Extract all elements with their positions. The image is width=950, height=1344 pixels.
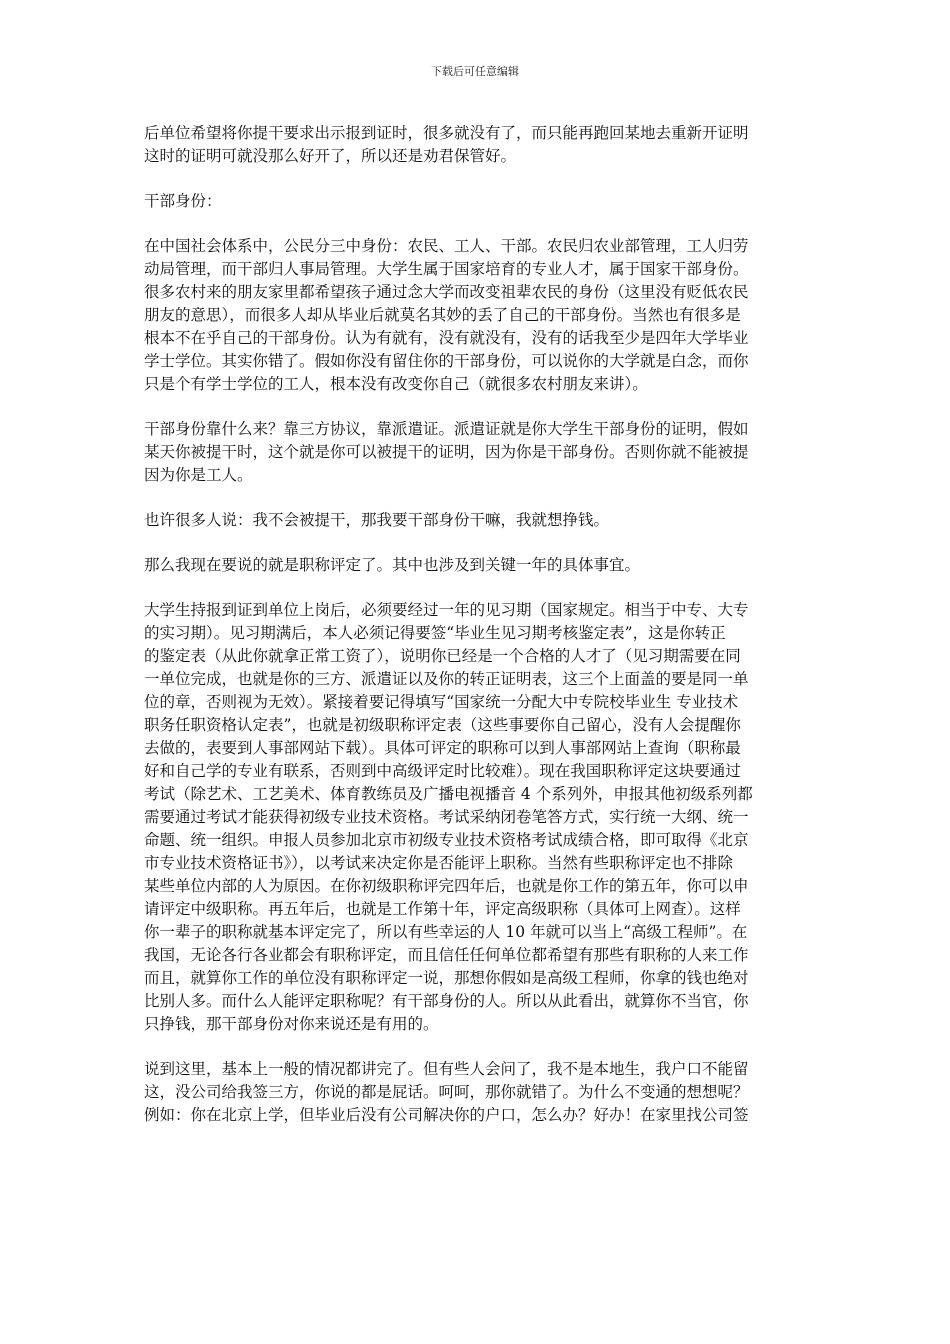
- text-line: 某些单位内部的人为原因。在你初级职称评完四年后，也就是你工作的第五年，你可以申: [144, 877, 749, 895]
- document-body: [144, 122, 810, 1127]
- paragraph: [144, 554, 810, 577]
- text-line: 位的章，否则视为无效）。紧接着要记得填写“国家统一分配大中专院校毕业生 专业技术: [144, 693, 739, 711]
- text-line: 比别人多。而什么人能评定职称呢？有干部身份的人。所以从此看出，就算你不当官，你: [144, 992, 749, 1010]
- text-line: 大学生持报到证到单位上岗后，必须要经过一年的见习期（国家规定。相当于中专、大专: [144, 601, 749, 619]
- text-line: 某天你被提干时，这个就是你可以被提干的证明，因为你是干部身份。否则你就不能被提: [144, 443, 749, 461]
- paragraph-gap: [144, 577, 810, 599]
- text-line: 这，没公司给我签三方，你说的都是屁话。呵呵，那你就错了。为什么不变通的想想呢？: [144, 1083, 749, 1101]
- text-line: 请评定中级职称。再五年后，也就是工作第十年，评定高级职称（具体可上网查）。这样: [144, 900, 741, 918]
- text-line: 只挣钱，那干部身份对你来说还是有用的。: [144, 1015, 439, 1033]
- text-line: 考试（除艺术、工艺美术、体育教练员及广播电视播音 4 个系列外，申报其他初级系列都: [144, 785, 753, 803]
- text-line: 因为你是工人。: [144, 466, 253, 484]
- text-line: 而且，就算你工作的单位没有职称评定一说，那想你假如是高级工程师，你拿的钱也绝对: [144, 969, 749, 987]
- text-line: 说到这里，基本上一般的情况都讲完了。但有些人会问了，我不是本地生，我户口不能留: [144, 1060, 749, 1078]
- text-line: 动局管理，而干部归人事局管理。大学生属于国家培育的专业人才，属于国家干部身份。: [144, 260, 749, 278]
- paragraph: [144, 509, 810, 532]
- text-line: 那么我现在要说的就是职称评定了。其中也涉及到关键一年的具体事宜。: [144, 556, 641, 574]
- paragraph-gap: [144, 168, 810, 190]
- text-line: 根本不在乎自己的干部身份。认为有就有，没有就没有，没有的话我至少是四年大学毕业: [144, 329, 749, 347]
- paragraph: [144, 418, 810, 487]
- text-line: 我国，无论各行各业都会有职称评定，而且信任任何单位都希望有那些有职称的人来工作: [144, 946, 749, 964]
- paragraph: [144, 599, 810, 1036]
- paragraph-gap: [144, 1036, 810, 1058]
- text-line: 干部身份：: [144, 192, 222, 210]
- text-line: 干部身份靠什么来？靠三方协议，靠派遣证。派遣证就是你大学生干部身份的证明，假如: [144, 420, 749, 438]
- paragraph: [144, 1058, 810, 1127]
- text-line: 的实习期）。见习期满后，本人必须记得要签“毕业生见习期考核鉴定表”，这是你转正: [144, 624, 726, 642]
- text-line: 好和自己学的专业有联系，否则到中高级评定时比较难）。现在我国职称评定这块要通过: [144, 762, 741, 780]
- text-line: 你一辈子的职称就基本评定完了，所以有些幸运的人 10 年就可以当上“高级工程师”。在: [144, 923, 748, 941]
- text-line: 学士学位。其实你错了。假如你没有留住你的干部身份，可以说你的大学就是白念，而你: [144, 352, 749, 370]
- paragraph-gap: [144, 213, 810, 235]
- text-line: 这时的证明可就没那么好开了，所以还是劝君保管好。: [144, 147, 517, 165]
- text-line: 也许很多人说：我不会被提干，那我要干部身份干嘛，我就想挣钱。: [144, 511, 610, 529]
- text-line: 去做的，表要到人事部网站下载）。具体可评定的职称可以到人事部网站上查询（职称最: [144, 739, 741, 757]
- text-line: 的鉴定表（从此你就拿正常工资了），说明你已经是一个合格的人才了（见习期需要在同: [144, 647, 741, 665]
- text-line: 一单位完成，也就是你的三方、派遣证以及你的转正证明表，这三个上面盖的要是同一单: [144, 670, 749, 688]
- paragraph-gap: [144, 396, 810, 418]
- paragraph: [144, 122, 810, 168]
- text-line: 职务任职资格认定表”，也就是初级职称评定表（这些事要你自己留心，没有人会提醒你: [144, 716, 741, 734]
- text-line: 后单位希望将你提干要求出示报到证时，很多就没有了，而只能再跑回某地去重新开证明: [144, 124, 749, 142]
- text-line: 命题、统一组织。申报人员参加北京市初级专业技术资格考试成绩合格，即可取得《北京: [144, 831, 749, 849]
- paragraph-gap: [144, 487, 810, 509]
- paragraph-gap: [144, 532, 810, 554]
- paragraph: [144, 235, 810, 396]
- text-line: 在中国社会体系中，公民分三中身份：农民、工人、干部。农民归农业部管理，工人归劳: [144, 237, 749, 255]
- text-line: 例如：你在北京上学，但毕业后没有公司解决你的户口，怎么办？好办！在家里找公司签: [144, 1106, 749, 1124]
- text-line: 需要通过考试才能获得初级专业技术资格。考试采纳闭卷笔答方式，实行统一大纲、统一: [144, 808, 749, 826]
- text-line: 朋友的意思），而很多人却从毕业后就莫名其妙的丢了自己的干部身份。当然也有很多是: [144, 306, 741, 324]
- page-header: 下载后可任意编辑: [431, 65, 519, 78]
- text-line: 只是个有学士学位的工人，根本没有改变你自己（就很多农村朋友来讲）。: [144, 375, 648, 393]
- text-line: 很多农村来的朋友家里都希望孩子通过念大学而改变祖辈农民的身份（这里没有贬低农民: [144, 283, 749, 301]
- text-line: 市专业技术资格证书》），以考试来决定你是否能评上职称。当然有些职称评定也不排除: [144, 854, 734, 872]
- paragraph: [144, 190, 810, 213]
